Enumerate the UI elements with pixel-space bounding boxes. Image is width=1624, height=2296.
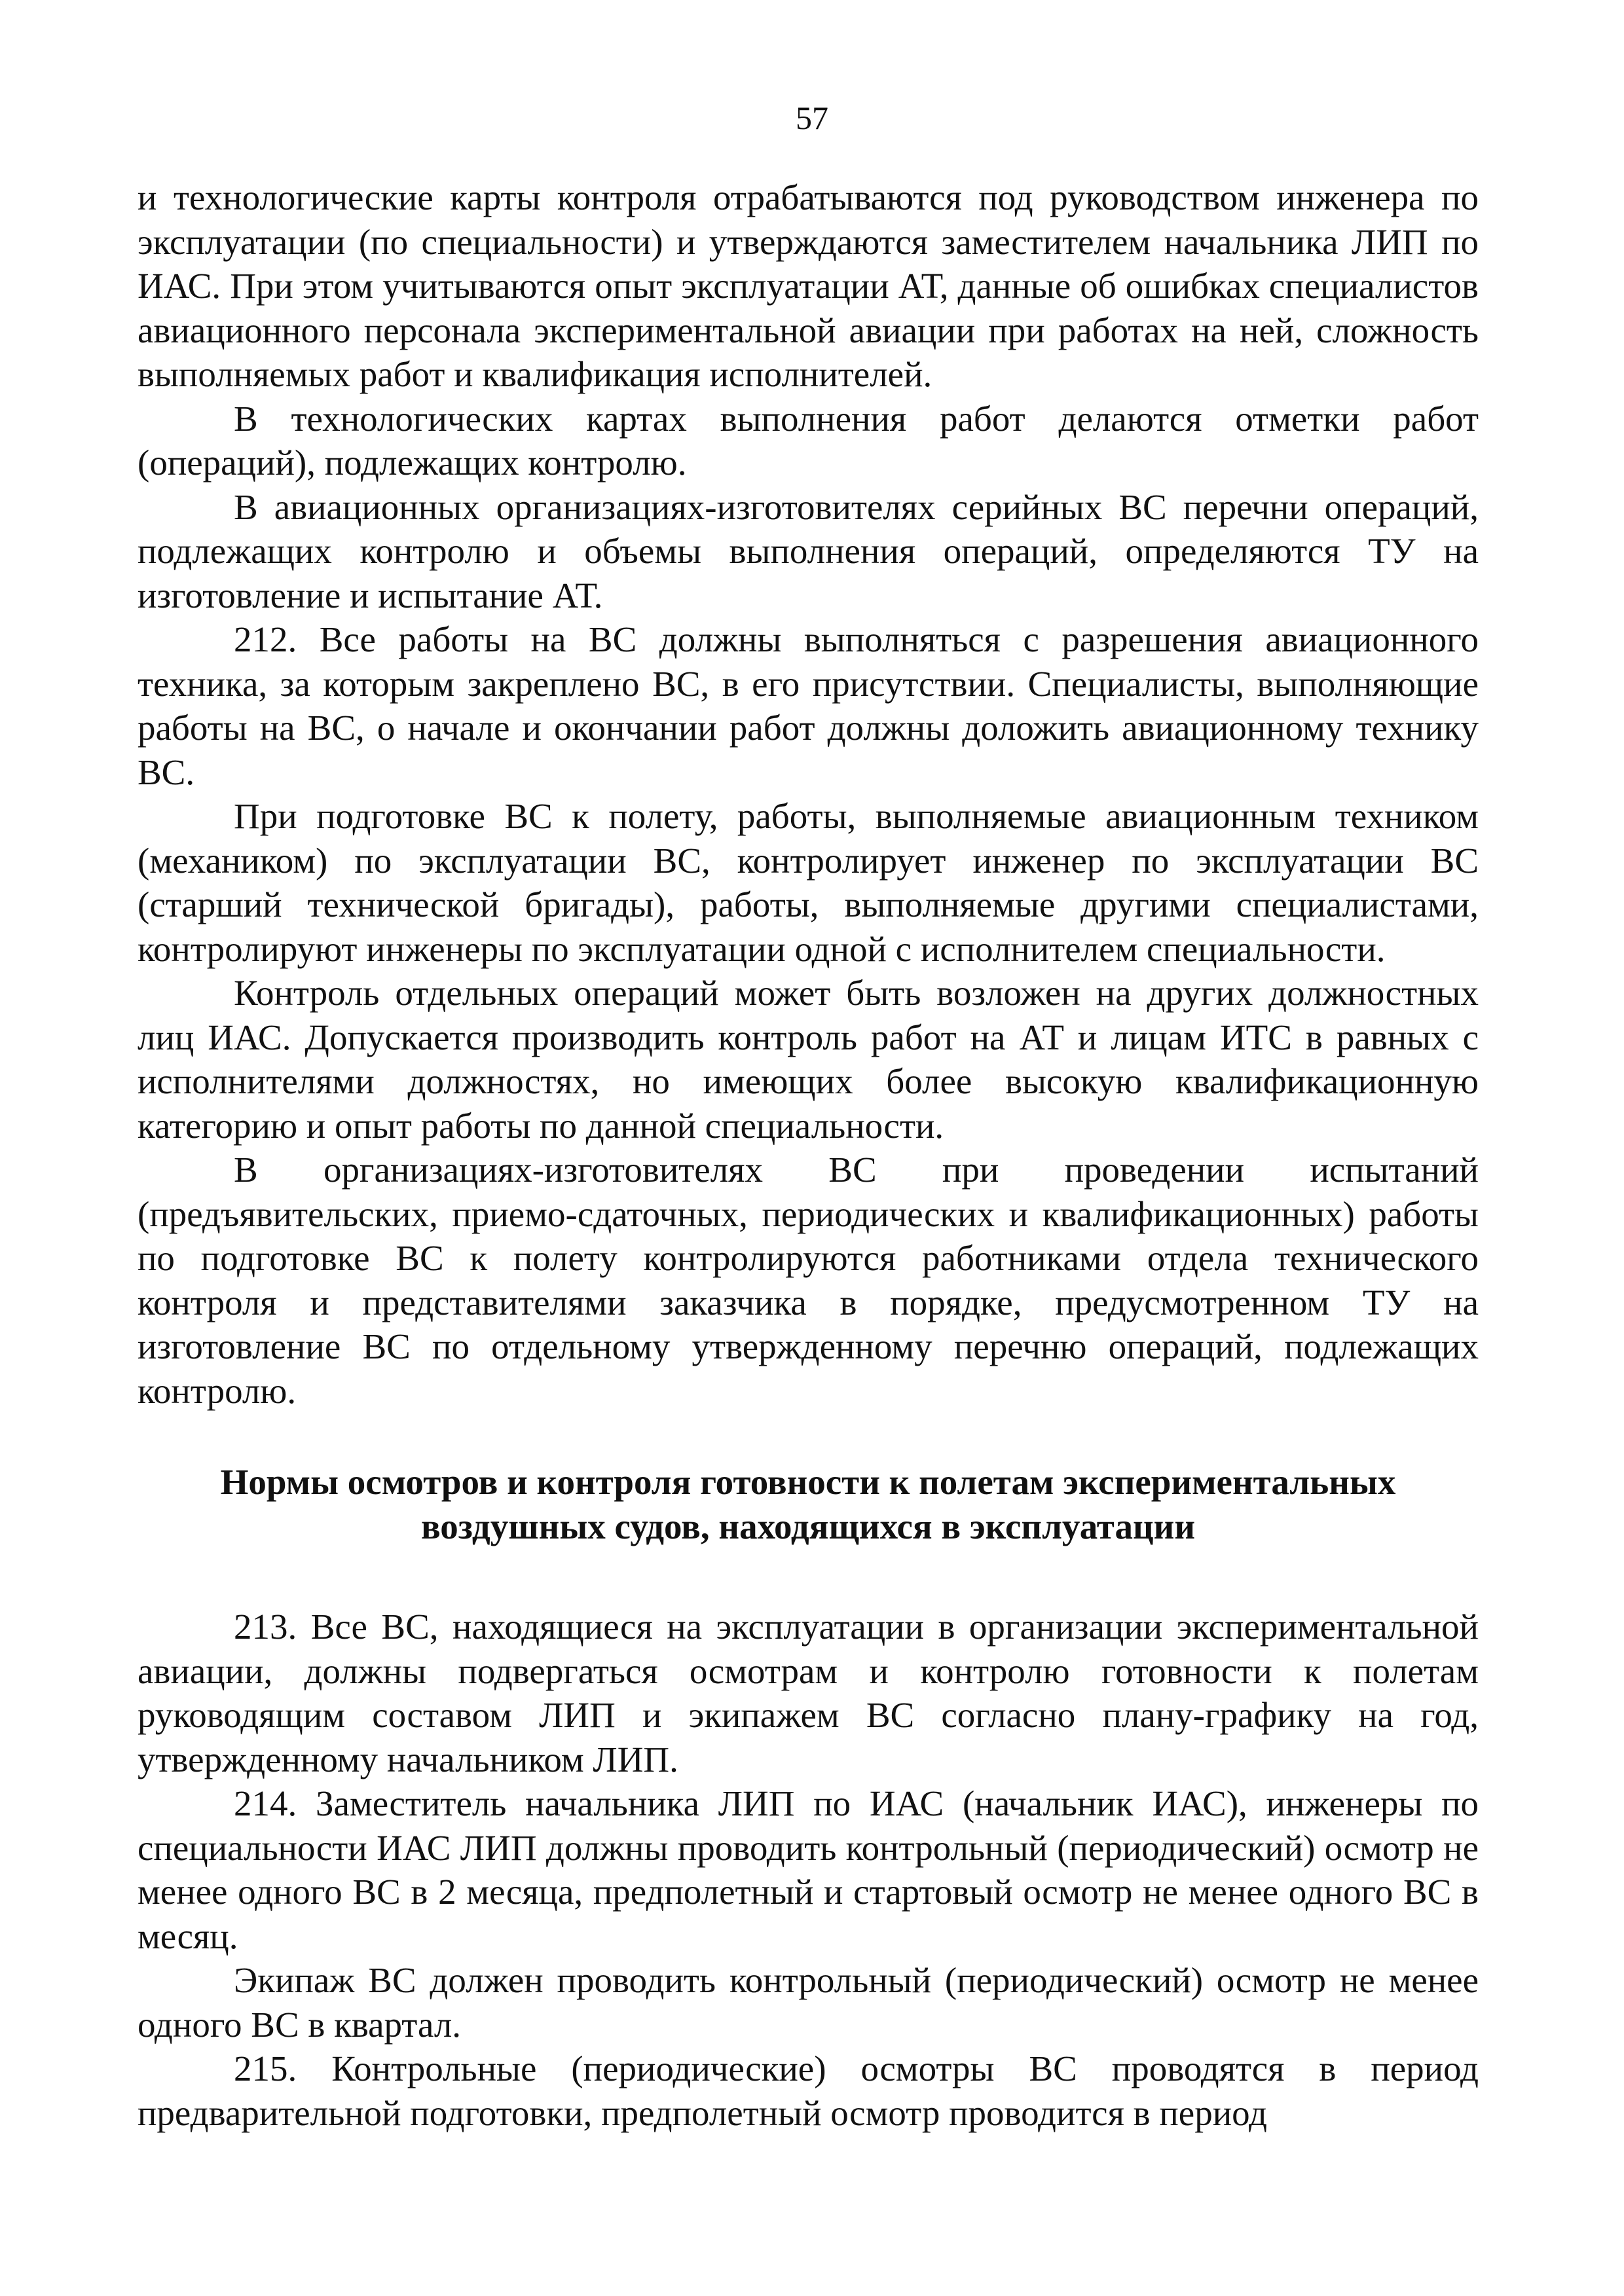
- section-heading-line: Нормы осмотров и контроля готовности к полетам экспериментальных: [220, 1462, 1396, 1502]
- document-body: [138, 175, 1479, 2135]
- paragraph-clause-212: 212. Все работы на ВС должны выполняться с разрешения авиационного техника, за которым закреплено ВС, в его присутствии. Специалисты, выполняющие работы на ВС, о начале и окончании работ должны доложить авиационному технику ВС.: [138, 619, 1479, 792]
- paragraph: Экипаж ВС должен проводить контрольный (периодический) осмотр не менее одного ВС в квартал.: [138, 1960, 1479, 2045]
- section-heading: [138, 1460, 1479, 1548]
- paragraph-clause-215: 215. Контрольные (периодические) осмотры ВС проводятся в период предварительной подготовки, предполетный осмотр проводится в период: [138, 2049, 1479, 2133]
- paragraph: При подготовке ВС к полету, работы, выполняемые авиационным техником (механиком) по эксплуатации ВС, контролирует инженер по эксплуатации ВС (старший технической бригады), работы, выполняемые другими специалистами, контролируют инженеры по эксплуатации одной с исполнителем специальности.: [138, 796, 1479, 969]
- paragraph: В авиационных организациях-изготовителях серийных ВС перечни операций, подлежащих контролю и объемы выполнения операций, определяются ТУ на изготовление и испытание АТ.: [138, 486, 1479, 615]
- paragraph-clause-214: 214. Заместитель начальника ЛИП по ИАС (начальник ИАС), инженеры по специальности ИАС ЛИП должны проводить контрольный (периодический) осмотр не менее одного ВС в 2 месяца, предполетный и стартовый осмотр не менее одного ВС в месяц.: [138, 1783, 1479, 1956]
- paragraph-clause-213: 213. Все ВС, находящиеся на эксплуатации в организации экспериментальной авиации, должны подвергаться осмотрам и контролю готовности к полетам руководящим составом ЛИП и экипажем ВС согласно плану-графику на год, утвержденному начальником ЛИП.: [138, 1607, 1479, 1779]
- paragraph: В технологических картах выполнения работ делаются отметки работ (операций), подлежащих контролю.: [138, 398, 1479, 483]
- page-number: 57: [796, 100, 828, 136]
- paragraph: В организациях-изготовителях ВС при проведении испытаний (предъявительских, приемо-сдаточных, периодических и квалификационных) работы по подготовке ВС к полету контролируются работниками отдела технического контроля и представителями заказчика в порядке, предусмотренном ТУ на изготовление ВС по отдельному утвержденному перечню операций, подлежащих контролю.: [138, 1150, 1479, 1411]
- paragraph: Контроль отдельных операций может быть возложен на других должностных лиц ИАС. Допускается производить контроль работ на АТ и лицам ИТС в равных с исполнителями должностях, но имеющих более высокую квалификационную категорию и опыт работы по данной специальности.: [138, 973, 1479, 1146]
- paragraph-continuation: и технологические карты контроля отрабатываются под руководством инженера по эксплуатации (по специальности) и утверждаются заместителем начальника ЛИП по ИАС. При этом учитываются опыт эксплуатации АТ, данные об ошибках специалистов авиационного персонала экспериментальной авиации при работах на ней, сложность выполняемых работ и квалификация исполнителей.: [138, 177, 1479, 394]
- section-heading-line: воздушных судов, находящихся в эксплуатации: [420, 1506, 1196, 1546]
